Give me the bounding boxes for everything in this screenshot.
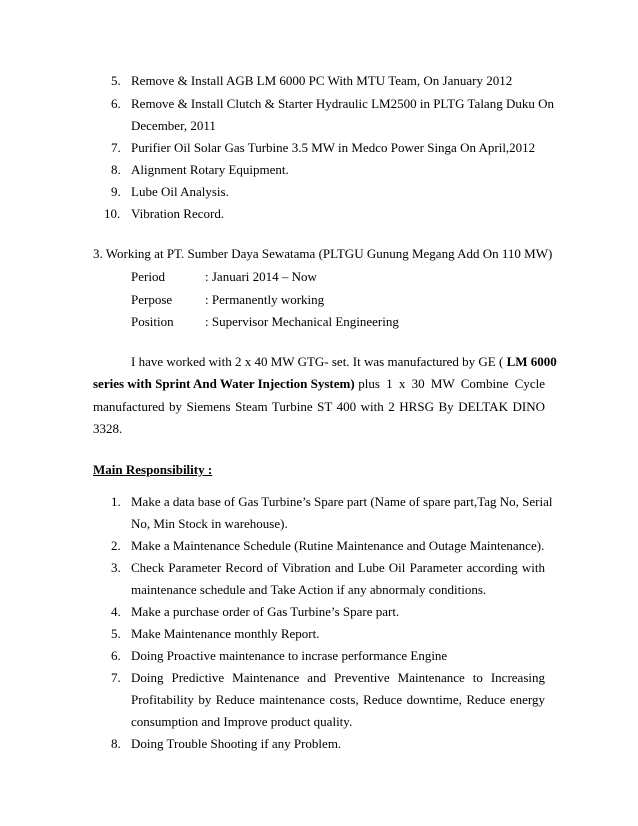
paragraph-line-4: 3328.: [93, 421, 123, 436]
list-item-text: Alignment Rotary Equipment.: [131, 162, 289, 177]
detail-value: : Januari 2014 – Now: [205, 269, 317, 284]
list-item-number: 3.: [111, 560, 121, 575]
list-item-continuation: No, Min Stock in warehouse).: [131, 516, 288, 531]
list-item-text: Check Parameter Record of Vibration and Lube Oil Parameter according with: [131, 560, 545, 575]
list-item-text: Doing Predictive Maintenance and Preventive Maintenance to Increasing: [131, 670, 545, 685]
list-item-number: 5.: [111, 73, 121, 88]
list-item-text: Make Maintenance monthly Report.: [131, 626, 320, 641]
list-item-number: 7.: [111, 670, 121, 685]
paragraph-text: plus 1 x 30 MW Combine Cycle: [358, 376, 545, 391]
list-item-text: Make a data base of Gas Turbine’s Spare part (Name of spare part,Tag No, Serial: [131, 494, 553, 509]
list-item-number: 2.: [111, 538, 121, 553]
list-item-number: 7.: [111, 140, 121, 155]
list-item-text: Remove & Install AGB LM 6000 PC With MTU Team, On January 2012: [131, 73, 513, 88]
paragraph-line-1: [131, 354, 557, 370]
list-item-number: 8.: [111, 162, 121, 177]
list-item-text: Make a Maintenance Schedule (Rutine Maintenance and Outage Maintenance).: [131, 538, 545, 553]
paragraph-line-3: manufactured by Siemens Steam Turbine ST 400 with 2 HRSG By DELTAK DINO: [93, 399, 545, 414]
list-item-number: 4.: [111, 604, 121, 619]
paragraph-bold-text: series with Sprint And Water Injection System): [93, 376, 355, 391]
list-item-text: Doing Proactive maintenance to incrase performance Engine: [131, 648, 448, 663]
list-item-continuation: December, 2011: [131, 118, 216, 133]
list-item-number: 6.: [111, 96, 121, 111]
detail-value: : Permanently working: [205, 292, 325, 307]
list-item-number: 10.: [104, 206, 121, 221]
section-heading: Main Responsibility :: [93, 462, 213, 477]
list-item-continuation: maintenance schedule and Take Action if any abnormaly conditions.: [131, 582, 487, 597]
list-item-text: Purifier Oil Solar Gas Turbine 3.5 MW in Medco Power Singa On April,2012: [131, 140, 536, 155]
list-item-continuation: consumption and Improve product quality.: [131, 714, 353, 729]
list-item-text: Vibration Record.: [131, 206, 225, 221]
list-item-text: Remove & Install Clutch & Starter Hydraulic LM2500 in PLTG Talang Duku On: [131, 96, 554, 111]
list-item-number: 5.: [111, 626, 121, 641]
list-item-number: 8.: [111, 736, 121, 751]
list-item-number: 9.: [111, 184, 121, 199]
paragraph-bold-text: LM 6000: [506, 354, 557, 369]
detail-label: Period: [131, 269, 165, 284]
list-item-text: Lube Oil Analysis.: [131, 184, 229, 199]
detail-label: Perpose: [131, 292, 173, 307]
paragraph-text: I have worked with 2 x 40 MW GTG- set. It was manufactured by GE (: [131, 354, 504, 369]
list-item-text: Make a purchase order of Gas Turbine’s Spare part.: [131, 604, 400, 619]
list-item-number: 1.: [111, 494, 121, 509]
detail-label: Position: [131, 314, 174, 329]
list-item-continuation: Profitability by Reduce maintenance costs, Reduce downtime, Reduce energy: [131, 692, 545, 707]
paragraph-line-2: [93, 376, 545, 392]
section-title: 3. Working at PT. Sumber Daya Sewatama (PLTGU Gunung Megang Add On 110 MW): [93, 246, 553, 261]
list-item-number: 6.: [111, 648, 121, 663]
detail-value: : Supervisor Mechanical Engineering: [205, 314, 399, 329]
list-item-text: Doing Trouble Shooting if any Problem.: [131, 736, 342, 751]
